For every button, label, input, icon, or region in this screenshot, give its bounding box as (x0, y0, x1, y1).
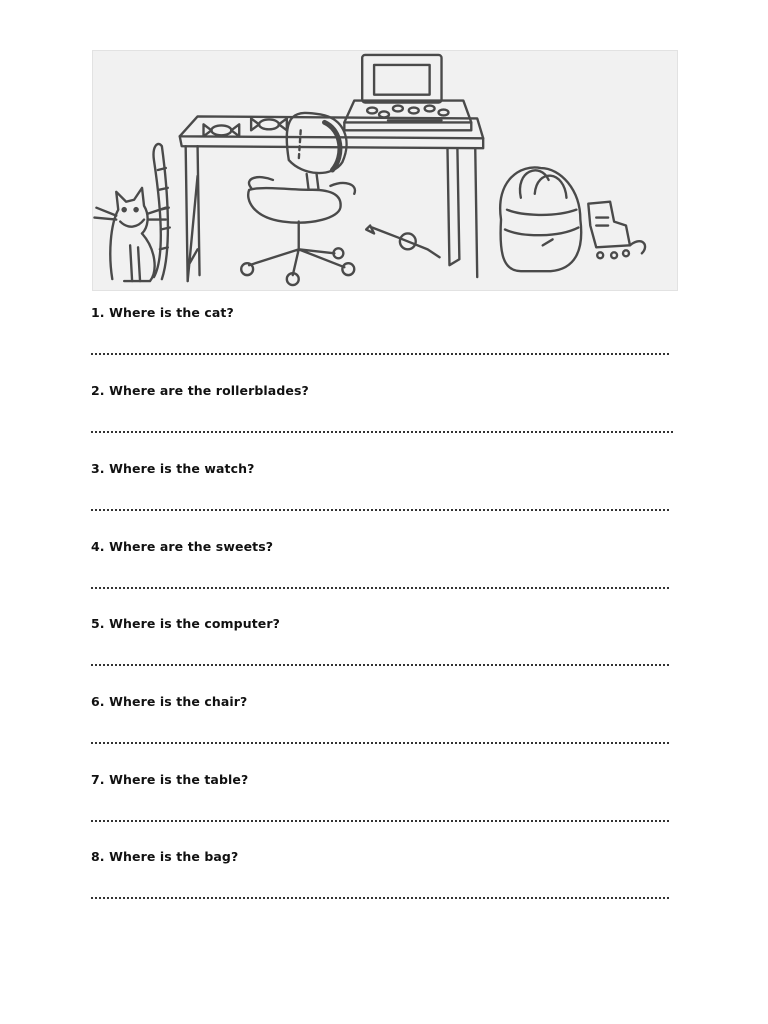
answer-line[interactable] (91, 353, 669, 355)
room-drawing (93, 51, 677, 290)
answer-line[interactable] (91, 509, 669, 511)
question-label: Where is the bag? (109, 849, 239, 864)
question-text (91, 772, 681, 788)
question-text (91, 694, 681, 710)
bag-icon (500, 167, 581, 271)
question-item (91, 772, 681, 822)
question-number: 1. (91, 305, 105, 320)
cat-icon (94, 144, 169, 281)
question-item (91, 616, 681, 666)
answer-line[interactable] (91, 431, 673, 433)
rollerblade-icon (588, 202, 645, 259)
question-text (91, 616, 681, 632)
question-label: Where is the table? (109, 772, 249, 787)
question-text (91, 539, 681, 555)
question-label: Where are the rollerblades? (109, 383, 309, 398)
question-number: 7. (91, 772, 105, 787)
question-label: Where is the computer? (109, 616, 280, 631)
question-label: Where is the cat? (109, 305, 234, 320)
question-number: 2. (91, 383, 105, 398)
question-number: 4. (91, 539, 105, 554)
answer-line[interactable] (91, 820, 669, 822)
answer-line[interactable] (91, 742, 669, 744)
question-number: 3. (91, 461, 105, 476)
question-item (91, 383, 681, 433)
question-item (91, 849, 681, 899)
question-label: Where are the sweets? (109, 539, 274, 554)
question-item (91, 305, 681, 355)
question-item (91, 539, 681, 589)
room-illustration (92, 50, 678, 291)
answer-line[interactable] (91, 664, 669, 666)
question-item (91, 694, 681, 744)
answer-line[interactable] (91, 897, 669, 899)
question-label: Where is the watch? (109, 461, 255, 476)
question-text (91, 383, 681, 399)
office-chair-icon (241, 113, 355, 285)
watch-icon (366, 226, 439, 258)
answer-line[interactable] (91, 587, 669, 589)
question-text (91, 461, 681, 477)
question-label: Where is the chair? (109, 694, 248, 709)
question-number: 5. (91, 616, 105, 631)
question-text (91, 305, 681, 321)
question-text (91, 849, 681, 865)
question-number: 8. (91, 849, 105, 864)
question-item (91, 461, 681, 511)
question-number: 6. (91, 694, 105, 709)
sweets-icon (204, 118, 287, 136)
